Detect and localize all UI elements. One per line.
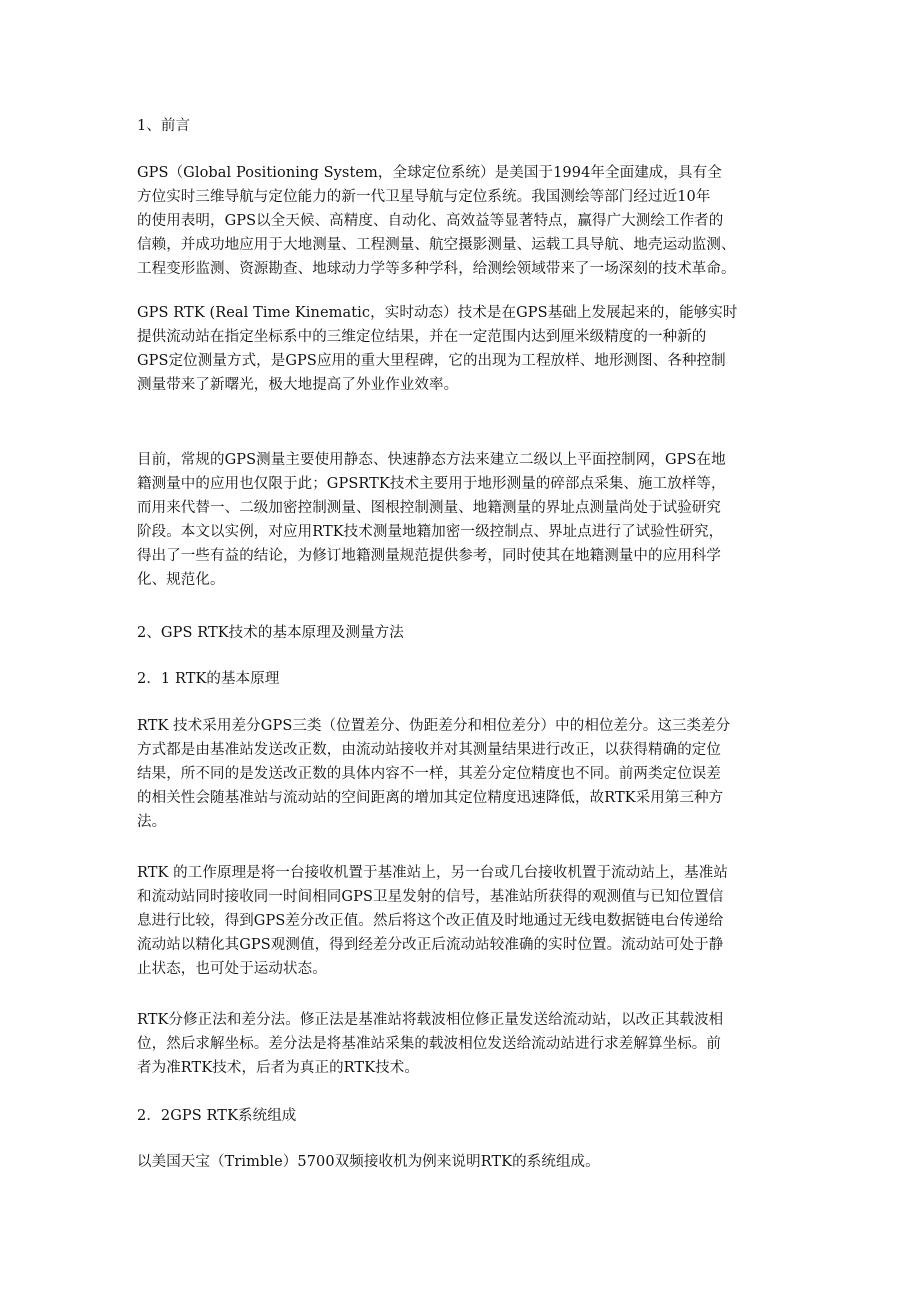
text-line: RTK 的工作原理是将一台接收机置于基准站上，另一台或几台接收机置于流动站上，基准站 [137,865,728,881]
text-line: 化、规范化。 [137,572,225,588]
text-line: 法。 [137,814,167,830]
text-line: 信赖，并成功地应用于大地测量、工程测量、航空摄影测量、运载工具导航、地壳运动监测、 [137,237,736,253]
text-line: RTK 技术采用差分GPS三类（位置差分、伪距差分和相位差分）中的相位差分。这三类差分 [137,718,731,734]
text-line: GPS定位测量方式，是GPS应用的重大里程碑，它的出现为工程放样、地形测图、各种控制 [137,353,726,369]
text-line: 提供流动站在指定坐标系中的三维定位结果，并在一定范围内达到厘米级精度的一种新的 [137,329,707,345]
text-line: 测量带来了新曙光，极大地提高了外业作业效率。 [137,377,459,393]
paragraph-current-status [137,448,797,592]
paragraph-rtk-working [137,861,797,981]
text-line: 止状态，也可处于运动状态。 [137,961,327,977]
paragraph-gps-intro [137,161,797,281]
text-line: 结果，所不同的是发送改正数的具体内容不一样，其差分定位精度也不同。前两类定位误差 [137,766,721,782]
text-line: GPS RTK (Real Time Kinematic，实时动态）技术是在GPS基础上发展起来的，能够实时 [137,305,738,321]
text-line: 的使用表明，GPS以全天候、高精度、自动化、高效益等显著特点，赢得广大测绘工作者的 [137,213,724,229]
heading-section-2-1: 2．1 RTK的基本原理 [137,671,280,687]
paragraph-rtk-intro [137,301,797,397]
text-line: 阶段。本文以实例，对应用RTK技术测量地籍加密一级控制点、界址点进行了试验性研究， [137,524,724,540]
paragraph-rtk-methods [137,1008,797,1080]
text-line: 而用来代替一、二级加密控制测量、图根控制测量、地籍测量的界址点测量尚处于试验研究 [137,500,721,516]
text-line: GPS（Global Positioning System，全球定位系统）是美国于1994年全面建成，具有全 [137,165,722,181]
text-line: RTK分修正法和差分法。修正法是基准站将载波相位修正量发送给流动站，以改正其载波相 [137,1012,724,1028]
text-line: 方位实时三维导航与定位能力的新一代卫星导航与定位系统。我国测绘等部门经过近10年 [137,189,711,205]
text-line: 得出了一些有益的结论，为修订地籍测量规范提供参考，同时使其在地籍测量中的应用科学 [137,548,721,564]
text-line: 目前，常规的GPS测量主要使用静态、快速静态方法来建立二级以上平面控制网，GPS在地 [137,452,726,468]
text-line: 工程变形监测、资源勘查、地球动力学等多种学科，给测绘领域带来了一场深刻的技术革命。 [137,261,736,277]
text-line: 流动站以精化其GPS观测值，得到经差分改正后流动站较准确的实时位置。流动站可处于静 [137,937,724,953]
text-line: 息进行比较，得到GPS差分改正值。然后将这个改正值及时地通过无线电数据链电台传递给 [137,913,724,929]
heading-section-2-2: 2．2GPS RTK系统组成 [137,1108,297,1124]
paragraph-rtk-principle [137,714,797,834]
text-line: 的相关性会随基准站与流动站的空间距离的增加其定位精度迅速降低，故RTK采用第三种方 [137,790,724,806]
text-line: 位，然后求解坐标。差分法是将基准站采集的载波相位发送给流动站进行求差解算坐标。前 [137,1036,721,1052]
text-line: 籍测量中的应用也仅限于此；GPSRTK技术主要用于地形测量的碎部点采集、施工放样等， [137,476,726,492]
text-line: 方式都是由基准站发送改正数，由流动站接收并对其测量结果进行改正，以获得精确的定位 [137,742,721,758]
text-line: 和流动站同时接收同一时间相同GPS卫星发射的信号，基准站所获得的观测值与已知位置信 [137,889,724,905]
paragraph-system-composition: 以美国天宝（Trimble）5700双频接收机为例来说明RTK的系统组成。 [137,1154,600,1170]
text-line: 者为准RTK技术，后者为真正的RTK技术。 [137,1060,419,1076]
heading-preface: 1、前言 [137,118,191,134]
heading-section-2: 2、GPS RTK技术的基本原理及测量方法 [137,625,404,641]
